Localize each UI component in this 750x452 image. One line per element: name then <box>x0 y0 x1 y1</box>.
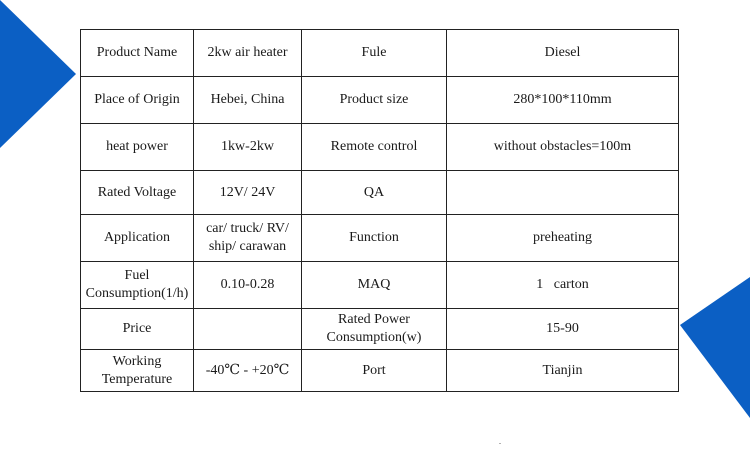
value-rated-power-consumption: 15-90 <box>447 309 679 350</box>
value-place-of-origin: Hebei, China <box>194 77 302 124</box>
label-qa: QA <box>302 171 447 215</box>
label-remote-control: Remote control <box>302 124 447 171</box>
label-fuel-consumption-line2: Consumption(1/h) <box>85 286 189 301</box>
label-heat-power: heat power <box>81 124 194 171</box>
table-row <box>81 262 679 309</box>
value-maq: 1 carton <box>447 262 679 309</box>
label-price: Price <box>81 309 194 350</box>
label-fuel: Fule <box>302 30 447 77</box>
blue-corner-triangle-left <box>0 0 80 150</box>
value-working-temperature: -40℃ - +20℃ <box>194 350 302 392</box>
value-rated-voltage: 12V/ 24V <box>194 171 302 215</box>
table-row <box>81 77 679 124</box>
label-rated-power-line1: Rated Power <box>338 312 410 327</box>
label-place-of-origin: Place of Origin <box>81 77 194 124</box>
label-product-size: Product size <box>302 77 447 124</box>
label-working-temperature <box>81 350 194 392</box>
value-application-line2: ship/ carawan <box>208 239 287 254</box>
table-row <box>81 124 679 171</box>
table-row <box>81 309 679 350</box>
value-remote-control: without obstacles=100m <box>447 124 679 171</box>
label-function: Function <box>302 215 447 262</box>
blue-corner-triangle-right <box>680 0 750 452</box>
table-row <box>81 215 679 262</box>
value-qa <box>447 171 679 215</box>
value-fuel-consumption: 0.10-0.28 <box>194 262 302 309</box>
table-row <box>81 30 679 77</box>
label-fuel-consumption <box>81 262 194 309</box>
label-working-temperature-line1: Working <box>112 353 162 369</box>
value-fuel: Diesel <box>447 30 679 77</box>
value-application-line1: car/ truck/ RV/ <box>206 221 289 236</box>
label-rated-voltage: Rated Voltage <box>81 171 194 215</box>
label-application: Application <box>81 215 194 262</box>
table-row <box>81 350 679 392</box>
label-port: Port <box>302 350 447 392</box>
value-port: Tianjin <box>447 350 679 392</box>
label-product-name: Product Name <box>81 30 194 77</box>
table-row <box>81 171 679 215</box>
label-rated-power-consumption <box>302 309 447 350</box>
value-heat-power: 1kw-2kw <box>194 124 302 171</box>
value-product-size: 280*100*110mm <box>447 77 679 124</box>
label-rated-power-line2: Consumption(w) <box>326 330 422 345</box>
stray-dot: . <box>499 437 501 446</box>
value-product-name: 2kw air heater <box>194 30 302 77</box>
label-fuel-consumption-line1: Fuel <box>124 268 150 283</box>
specification-table <box>80 29 679 392</box>
label-working-temperature-line2: Temperature <box>101 371 173 387</box>
value-function: preheating <box>447 215 679 262</box>
value-application <box>194 215 302 262</box>
label-maq: MAQ <box>302 262 447 309</box>
value-price <box>194 309 302 350</box>
